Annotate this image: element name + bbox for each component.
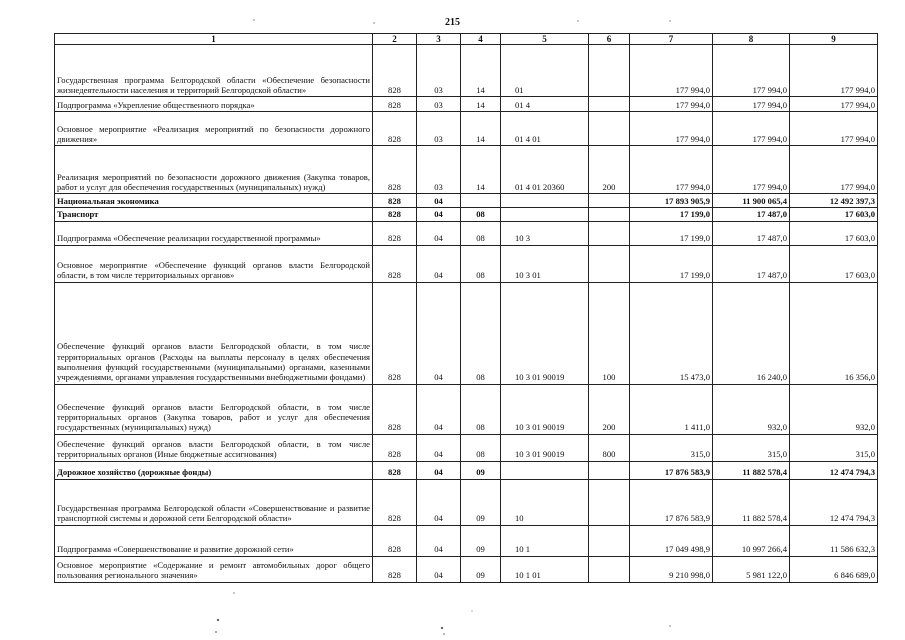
row-amount-col7: 17 876 583,9 bbox=[630, 479, 713, 525]
row-amount-col7: 15 473,0 bbox=[630, 282, 713, 384]
row-name: Основное мероприятие «Реализация мероприятий по безопасности дорожного движения» bbox=[55, 112, 373, 146]
row-amount-col9: 315,0 bbox=[790, 434, 878, 461]
row-amount-col7: 17 199,0 bbox=[630, 221, 713, 245]
row-section: 04 bbox=[417, 556, 461, 582]
row-amount-col8: 11 900 065,4 bbox=[713, 194, 790, 208]
row-subsection: 14 bbox=[461, 146, 501, 194]
row-amount-col7: 177 994,0 bbox=[630, 97, 713, 112]
header-col-1: 1 bbox=[55, 34, 373, 45]
row-expense-type bbox=[589, 112, 630, 146]
row-amount-col8: 10 997 266,4 bbox=[713, 525, 790, 556]
row-name: Национальная экономика bbox=[55, 194, 373, 208]
header-row bbox=[55, 34, 878, 45]
row-subsection: 09 bbox=[461, 479, 501, 525]
row-section: 04 bbox=[417, 194, 461, 208]
row-amount-col7: 315,0 bbox=[630, 434, 713, 461]
page-number: 215 bbox=[445, 17, 460, 28]
row-target-article: 01 bbox=[501, 45, 589, 97]
row-section: 04 bbox=[417, 208, 461, 221]
row-subsection: 08 bbox=[461, 221, 501, 245]
scan-speck bbox=[441, 627, 443, 629]
row-amount-col7: 177 994,0 bbox=[630, 45, 713, 97]
row-expense-type bbox=[589, 194, 630, 208]
row-name: Обеспечение функций органов власти Белгородской области, в том числе территориальных органов (Закупка товаров, работ и услуг для обеспечения государственных (муниципальных) нужд) bbox=[55, 384, 373, 434]
header-col-2: 2 bbox=[373, 34, 417, 45]
table-row bbox=[55, 461, 878, 479]
row-name: Реализация мероприятий по безопасности дорожного движения (Закупка товаров, работ и услуг для обеспечения государственных (муниципальных) нужд) bbox=[55, 146, 373, 194]
row-expense-type bbox=[589, 556, 630, 582]
row-name: Обеспечение функций органов власти Белгородской области, в том числе территориальных органов (Иные бюджетные ассигнования) bbox=[55, 434, 373, 461]
row-amount-col9: 17 603,0 bbox=[790, 245, 878, 282]
row-amount-col7: 17 049 498,9 bbox=[630, 525, 713, 556]
row-section: 03 bbox=[417, 146, 461, 194]
row-amount-col8: 17 487,0 bbox=[713, 208, 790, 221]
header-col-5: 5 bbox=[501, 34, 589, 45]
table-row bbox=[55, 434, 878, 461]
row-subsection: 08 bbox=[461, 245, 501, 282]
row-name: Подпрограмма «Укрепление общественного порядка» bbox=[55, 97, 373, 112]
row-target-article: 01 4 01 20360 bbox=[501, 146, 589, 194]
row-target-article: 10 1 bbox=[501, 525, 589, 556]
row-expense-type bbox=[589, 245, 630, 282]
row-subsection bbox=[461, 194, 501, 208]
table-row bbox=[55, 208, 878, 221]
row-ministry-code: 828 bbox=[373, 245, 417, 282]
row-amount-col7: 17 876 583,9 bbox=[630, 461, 713, 479]
row-ministry-code: 828 bbox=[373, 556, 417, 582]
row-amount-col9: 177 994,0 bbox=[790, 45, 878, 97]
row-amount-col9: 17 603,0 bbox=[790, 208, 878, 221]
row-amount-col7: 17 199,0 bbox=[630, 208, 713, 221]
row-target-article: 10 3 01 90019 bbox=[501, 384, 589, 434]
row-name: Основное мероприятие «Содержание и ремонт автомобильных дорог общего пользования регионального значения» bbox=[55, 556, 373, 582]
row-name: Дорожное хозяйство (дорожные фонды) bbox=[55, 461, 373, 479]
row-amount-col8: 932,0 bbox=[713, 384, 790, 434]
row-target-article: 10 3 bbox=[501, 221, 589, 245]
row-expense-type bbox=[589, 97, 630, 112]
table-body bbox=[55, 45, 878, 582]
row-amount-col7: 1 411,0 bbox=[630, 384, 713, 434]
row-name: Транспорт bbox=[55, 208, 373, 221]
row-section: 04 bbox=[417, 282, 461, 384]
row-section: 04 bbox=[417, 384, 461, 434]
row-amount-col8: 177 994,0 bbox=[713, 45, 790, 97]
row-amount-col8: 5 981 122,0 bbox=[713, 556, 790, 582]
row-amount-col8: 17 487,0 bbox=[713, 245, 790, 282]
scan-speck bbox=[215, 631, 217, 633]
row-amount-col8: 177 994,0 bbox=[713, 146, 790, 194]
scan-speck bbox=[471, 610, 472, 611]
row-ministry-code: 828 bbox=[373, 282, 417, 384]
table-row bbox=[55, 556, 878, 582]
scan-speck bbox=[669, 625, 671, 627]
row-ministry-code: 828 bbox=[373, 194, 417, 208]
row-expense-type bbox=[589, 461, 630, 479]
scan-speck bbox=[443, 633, 445, 635]
row-expense-type: 200 bbox=[589, 146, 630, 194]
row-name: Государственная программа Белгородской области «Обеспечение безопасности жизнедеятельности населения и территорий Белгородской области» bbox=[55, 45, 373, 97]
row-amount-col8: 16 240,0 bbox=[713, 282, 790, 384]
row-subsection: 09 bbox=[461, 556, 501, 582]
row-ministry-code: 828 bbox=[373, 479, 417, 525]
row-section: 04 bbox=[417, 221, 461, 245]
row-name: Обеспечение функций органов власти Белгородской области, в том числе территориальных органов (Расходы на выплаты персоналу в целях обеспечения выполнения функций государственными (муниципальными) органами, казенными учреждениями, органами управления государственными внебюджетными фондами) bbox=[55, 282, 373, 384]
row-ministry-code: 828 bbox=[373, 45, 417, 97]
row-section: 03 bbox=[417, 112, 461, 146]
row-expense-type bbox=[589, 221, 630, 245]
row-amount-col7: 177 994,0 bbox=[630, 146, 713, 194]
row-subsection: 09 bbox=[461, 461, 501, 479]
row-target-article: 10 bbox=[501, 479, 589, 525]
row-ministry-code: 828 bbox=[373, 97, 417, 112]
table-row bbox=[55, 282, 878, 384]
row-target-article: 01 4 01 bbox=[501, 112, 589, 146]
row-section: 04 bbox=[417, 479, 461, 525]
row-amount-col9: 6 846 689,0 bbox=[790, 556, 878, 582]
table-row bbox=[55, 479, 878, 525]
header-col-9: 9 bbox=[790, 34, 878, 45]
table-row bbox=[55, 221, 878, 245]
budget-table bbox=[54, 33, 878, 583]
table-row bbox=[55, 112, 878, 146]
table-row bbox=[55, 194, 878, 208]
header-col-7: 7 bbox=[630, 34, 713, 45]
row-amount-col9: 16 356,0 bbox=[790, 282, 878, 384]
row-target-article bbox=[501, 208, 589, 221]
row-amount-col9: 17 603,0 bbox=[790, 221, 878, 245]
row-subsection: 14 bbox=[461, 112, 501, 146]
row-amount-col9: 12 492 397,3 bbox=[790, 194, 878, 208]
row-amount-col9: 177 994,0 bbox=[790, 97, 878, 112]
row-expense-type bbox=[589, 208, 630, 221]
row-target-article: 10 3 01 90019 bbox=[501, 282, 589, 384]
row-amount-col8: 11 882 578,4 bbox=[713, 461, 790, 479]
header-col-3: 3 bbox=[417, 34, 461, 45]
row-section: 04 bbox=[417, 434, 461, 461]
row-name: Подпрограмма «Совершенствование и развитие дорожной сети» bbox=[55, 525, 373, 556]
row-amount-col8: 11 882 578,4 bbox=[713, 479, 790, 525]
row-subsection: 08 bbox=[461, 434, 501, 461]
table-row bbox=[55, 45, 878, 97]
row-target-article: 10 3 01 bbox=[501, 245, 589, 282]
row-ministry-code: 828 bbox=[373, 146, 417, 194]
header-col-6: 6 bbox=[589, 34, 630, 45]
row-name: Государственная программа Белгородской области «Совершенствование и развитие транспортной системы и дорожной сети Белгородской области» bbox=[55, 479, 373, 525]
row-amount-col9: 177 994,0 bbox=[790, 146, 878, 194]
table-row bbox=[55, 384, 878, 434]
row-target-article: 10 3 01 90019 bbox=[501, 434, 589, 461]
table-row bbox=[55, 97, 878, 112]
row-target-article bbox=[501, 194, 589, 208]
row-amount-col9: 12 474 794,3 bbox=[790, 479, 878, 525]
row-amount-col7: 17 893 905,9 bbox=[630, 194, 713, 208]
row-amount-col7: 177 994,0 bbox=[630, 112, 713, 146]
table-header bbox=[55, 34, 878, 45]
scan-speck bbox=[217, 619, 219, 621]
row-subsection: 08 bbox=[461, 384, 501, 434]
row-ministry-code: 828 bbox=[373, 112, 417, 146]
row-expense-type bbox=[589, 525, 630, 556]
header-col-8: 8 bbox=[713, 34, 790, 45]
scan-speck bbox=[233, 592, 234, 593]
row-subsection: 08 bbox=[461, 208, 501, 221]
row-expense-type: 800 bbox=[589, 434, 630, 461]
row-amount-col8: 177 994,0 bbox=[713, 112, 790, 146]
table-row bbox=[55, 245, 878, 282]
row-name: Подпрограмма «Обеспечение реализации государственной программы» bbox=[55, 221, 373, 245]
row-expense-type: 200 bbox=[589, 384, 630, 434]
row-amount-col9: 12 474 794,3 bbox=[790, 461, 878, 479]
row-target-article: 10 1 01 bbox=[501, 556, 589, 582]
row-amount-col8: 17 487,0 bbox=[713, 221, 790, 245]
row-amount-col9: 932,0 bbox=[790, 384, 878, 434]
row-ministry-code: 828 bbox=[373, 525, 417, 556]
row-ministry-code: 828 bbox=[373, 384, 417, 434]
row-target-article: 01 4 bbox=[501, 97, 589, 112]
row-amount-col9: 11 586 632,3 bbox=[790, 525, 878, 556]
row-ministry-code: 828 bbox=[373, 434, 417, 461]
row-expense-type bbox=[589, 45, 630, 97]
row-ministry-code: 828 bbox=[373, 208, 417, 221]
row-section: 04 bbox=[417, 461, 461, 479]
row-name: Основное мероприятие «Обеспечение функций органов власти Белгородской области, в том числе территориальных органов» bbox=[55, 245, 373, 282]
row-expense-type: 100 bbox=[589, 282, 630, 384]
row-amount-col7: 9 210 998,0 bbox=[630, 556, 713, 582]
row-section: 04 bbox=[417, 245, 461, 282]
table-row bbox=[55, 146, 878, 194]
row-amount-col8: 177 994,0 bbox=[713, 97, 790, 112]
row-section: 03 bbox=[417, 45, 461, 97]
header-col-4: 4 bbox=[461, 34, 501, 45]
row-amount-col9: 177 994,0 bbox=[790, 112, 878, 146]
row-ministry-code: 828 bbox=[373, 461, 417, 479]
row-subsection: 08 bbox=[461, 282, 501, 384]
row-expense-type bbox=[589, 479, 630, 525]
row-section: 04 bbox=[417, 525, 461, 556]
row-amount-col8: 315,0 bbox=[713, 434, 790, 461]
row-section: 03 bbox=[417, 97, 461, 112]
row-subsection: 14 bbox=[461, 97, 501, 112]
row-subsection: 14 bbox=[461, 45, 501, 97]
row-target-article bbox=[501, 461, 589, 479]
row-ministry-code: 828 bbox=[373, 221, 417, 245]
row-amount-col7: 17 199,0 bbox=[630, 245, 713, 282]
row-subsection: 09 bbox=[461, 525, 501, 556]
table-row bbox=[55, 525, 878, 556]
